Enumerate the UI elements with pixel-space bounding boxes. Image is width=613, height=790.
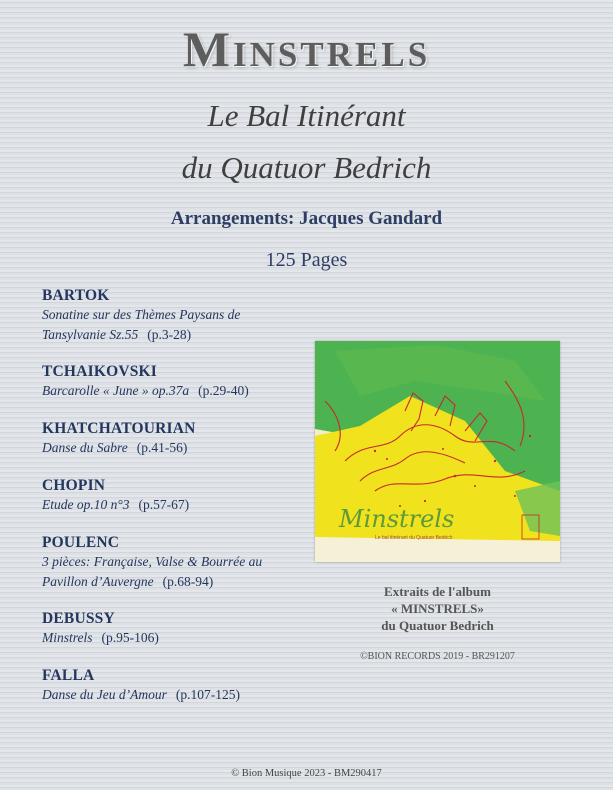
subtitle-line-1: Le Bal Itinérant — [207, 98, 406, 133]
page-count: 125 Pages — [265, 249, 348, 271]
page-range: (p.41-56) — [136, 440, 188, 455]
composer-name: POULENC — [42, 534, 120, 551]
composer-name: TCHAIKOVSKI — [42, 363, 158, 380]
page-range: (p.95-106) — [101, 630, 159, 645]
work-title — [42, 495, 312, 515]
piece-poulenc — [42, 534, 317, 592]
work-title — [42, 628, 312, 648]
page-range: (p.68-94) — [162, 574, 214, 589]
page-range: (p.3-28) — [147, 327, 192, 342]
work-title-line: Etude op.10 n°3 — [42, 497, 130, 512]
work-title-line: Minstrels — [42, 630, 93, 645]
piece-falla — [42, 667, 312, 705]
page-range: (p.107-125) — [175, 687, 240, 702]
work-title-line: Barcarolle « June » op.37a — [42, 383, 190, 398]
subtitle-line-2: du Quatuor Bedrich — [181, 150, 432, 185]
album-caption-line-3: du Quatuor Bedrich — [381, 618, 494, 633]
composer-name: BARTOK — [42, 287, 110, 304]
arranger-credit: Arrangements: Jacques Gandard — [170, 208, 443, 229]
album-caption-line-2: « MINSTRELS» — [391, 601, 484, 616]
piece-tchaikovski — [42, 363, 312, 401]
composer-name: DEBUSSY — [42, 610, 115, 627]
page-title: Minstrels — [182, 21, 431, 77]
piece-khatchatourian — [42, 420, 312, 458]
album-caption-line-1: Extraits de l'album — [384, 584, 491, 599]
work-title-line: Tansylvanie Sz.55 — [42, 327, 139, 342]
piece-bartok — [42, 287, 312, 345]
work-title-line: Danse du Jeu d’Amour — [42, 687, 167, 702]
label-credit: ©BION RECORDS 2019 - BR291207 — [360, 651, 515, 662]
work-title — [42, 438, 312, 458]
page-range: (p.29-40) — [198, 383, 249, 398]
work-title-line: Pavillon d’Auvergne — [42, 574, 154, 589]
composer-name: KHATCHATOURIAN — [42, 420, 196, 437]
work-title — [42, 685, 312, 705]
work-title — [42, 381, 312, 401]
work-title — [42, 305, 312, 345]
work-title — [42, 552, 317, 592]
piece-chopin — [42, 477, 312, 515]
footer-copyright: © Bion Musique 2023 - BM290417 — [231, 768, 382, 779]
work-title-line: 3 pièces: Française, Valse & Bourrée au — [42, 554, 263, 569]
work-title-line: Danse du Sabre — [42, 440, 128, 455]
cover-title: Minstrels — [339, 505, 455, 533]
album-cover-image — [315, 341, 560, 562]
composer-name: CHOPIN — [42, 477, 106, 494]
composer-name: FALLA — [42, 667, 95, 684]
cover-subtitle: Le bal itinérant du Quatuor Bedrich — [375, 535, 453, 541]
page-range: (p.57-67) — [138, 497, 190, 512]
work-title-line: Sonatine sur des Thèmes Paysans de — [42, 307, 241, 322]
piece-debussy — [42, 610, 312, 648]
